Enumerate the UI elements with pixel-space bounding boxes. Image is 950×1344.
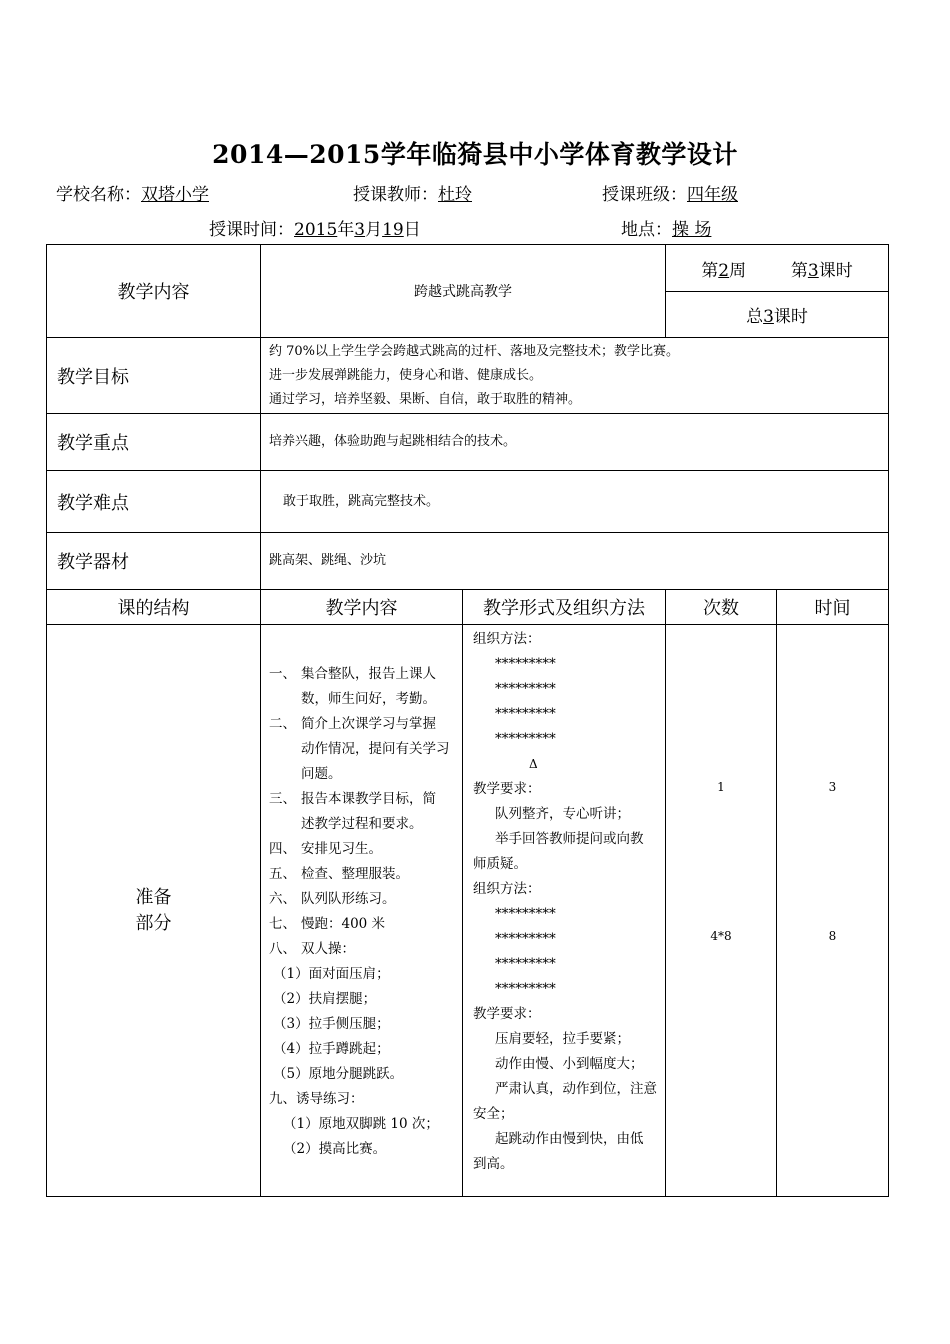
section-label-cell (47, 625, 261, 1197)
content-sub-item: （5）原地分腿跳跃。 (273, 1066, 404, 1082)
content-sub-item: （4）拉手蹲跳起； (273, 1041, 390, 1057)
difficulty-label-cell (47, 471, 261, 533)
goal-label-cell (47, 338, 261, 414)
week-lesson-cell (666, 245, 889, 292)
content-sub-item: （2）扶肩摆腿； (273, 991, 377, 1007)
org-req-line: 师质疑。 (473, 856, 527, 872)
goal-value-cell (261, 338, 889, 414)
content-list-number (269, 812, 301, 837)
org-req-line: 动作由慢、小到幅度大； (495, 1056, 644, 1072)
content-list-text: 检查、整理服装。 (301, 866, 409, 882)
place-value: 操 场 (672, 220, 712, 240)
equipment-label: 教学器材 (57, 552, 129, 573)
org-star-row: ********* (495, 956, 556, 972)
equipment-value: 跳高架、跳绳、沙坑 (269, 553, 387, 568)
count-cell (666, 625, 777, 1197)
content-list-item (269, 912, 456, 937)
content-list-item (269, 662, 456, 687)
time-field (209, 215, 421, 240)
content-list-text: 问题。 (301, 766, 342, 782)
content-sub-item: （1）面对面压肩； (273, 966, 390, 982)
content-list-item (269, 862, 456, 887)
org-method-1: 组织方法： (473, 631, 541, 647)
content-list-text: 慢跑：400 米 (301, 916, 386, 932)
content-label: 教学内容 (117, 282, 190, 303)
content-sub-item: （3）拉手侧压腿； (273, 1016, 390, 1032)
time-value: 8 (828, 929, 837, 943)
teacher-value: 杜玲 (438, 185, 472, 205)
content-list-text: 双人操： (301, 941, 355, 957)
teacher-delta-mark: Δ (529, 757, 538, 771)
section-label-line2: 部分 (135, 912, 172, 934)
org-req-1: 教学要求： (473, 781, 541, 797)
count-value: 4*8 (710, 929, 732, 943)
org-star-row: ********* (495, 706, 556, 722)
goal-item: 进一步发展弹跳能力，使身心和谐、健康成长。 (269, 367, 543, 383)
col-header-count: 次数 (666, 590, 777, 625)
content-list-item (269, 812, 456, 837)
org-star-row: ********* (495, 681, 556, 697)
col-header-method: 教学形式及组织方法 (463, 590, 666, 625)
school-field (56, 180, 209, 205)
time-year: 2015 (294, 220, 338, 240)
lesson-prefix: 第 (790, 260, 808, 281)
content-list-item (269, 737, 456, 762)
content-list-text: 动作情况，提问有关学习 (301, 741, 450, 757)
content-list-item (269, 937, 456, 962)
total-lesson-cell (666, 292, 889, 338)
method-cell (463, 625, 666, 1197)
org-req-line: 队列整齐，专心听讲； (495, 806, 630, 822)
org-method-2: 组织方法： (473, 881, 541, 897)
class-field (602, 180, 738, 205)
org-star-row: ********* (495, 731, 556, 747)
time-cell (777, 625, 889, 1197)
goal-item: 通过学习，培养坚毅、果断、自信，敢于取胜的精神。 (269, 391, 582, 407)
lesson-value: 3 (807, 260, 819, 281)
key-label: 教学重点 (57, 433, 129, 454)
content-list-number: 六、 (269, 891, 296, 907)
total-prefix: 总 (746, 307, 764, 327)
key-value: 培养兴趣，体验助跑与起跳相结合的技术。 (269, 434, 517, 449)
total-value: 3 (763, 307, 774, 327)
content-list (261, 625, 462, 1162)
content-list-item (269, 687, 456, 712)
time-month: 3 (354, 220, 366, 240)
goal-item: 约 70%以上学生学会跨越式跳高的过杆、落地及完整技术；教学比赛。 (269, 343, 680, 359)
org-req-line: 压肩要轻，拉手要紧； (495, 1031, 630, 1047)
equipment-label-cell (47, 533, 261, 590)
content-list-number: 三、 (269, 791, 296, 807)
difficulty-value-cell (261, 471, 889, 533)
week-value: 2 (718, 260, 730, 281)
content-list-number (269, 737, 301, 762)
org-req-line: 安全； (473, 1106, 514, 1122)
content-list-number: 五、 (269, 866, 296, 882)
org-req-line: 起跳动作由慢到快，由低 (495, 1131, 644, 1147)
content-list-number: 一、 (269, 666, 296, 682)
difficulty-value: 敢于取胜，跳高完整技术。 (283, 493, 440, 509)
time-label: 授课时间： (209, 220, 294, 240)
time-month-unit: 月 (365, 220, 383, 240)
week-suffix: 周 (729, 260, 747, 281)
content-sub-item: （2）摸高比赛。 (283, 1141, 387, 1157)
content-detail-cell (261, 625, 463, 1197)
content-list-text: 报告本课教学目标，简 (301, 791, 436, 807)
content-list-item (269, 837, 456, 862)
equipment-value-cell (261, 533, 889, 590)
content-list-item (269, 762, 456, 787)
teacher-field (353, 180, 472, 205)
content-list-text: 述教学过程和要求。 (301, 816, 423, 832)
goal-label: 教学目标 (57, 366, 129, 388)
col-header-time: 时间 (777, 590, 889, 625)
content-list-item (269, 787, 456, 812)
content-sub-item: （1）原地双脚跳 10 次； (283, 1116, 439, 1132)
content-label-cell (47, 245, 261, 338)
content-value-cell (261, 245, 666, 338)
page-title: 2014—2015学年临猗县中小学体育教学设计 (212, 140, 738, 169)
content-list-number: 八、 (269, 941, 296, 957)
key-label-cell (47, 414, 261, 471)
lesson-plan-table (46, 244, 889, 1197)
time-value: 3 (828, 780, 837, 794)
col-header-structure: 课的结构 (47, 590, 261, 625)
org-star-row: ********* (495, 656, 556, 672)
content-value: 跨越式跳高教学 (414, 284, 512, 300)
teacher-label: 授课教师： (353, 185, 438, 205)
difficulty-label: 教学难点 (57, 492, 129, 514)
time-year-unit: 年 (337, 220, 355, 240)
time-day-unit: 日 (403, 220, 421, 240)
org-star-row: ********* (495, 981, 556, 997)
week-prefix: 第 (701, 260, 719, 281)
content-list-item: 九、诱导练习： (269, 1091, 364, 1107)
place-field (621, 215, 711, 240)
content-list-text: 数，师生问好，考勤。 (301, 691, 436, 707)
total-suffix: 课时 (773, 307, 808, 327)
content-list-number: 二、 (269, 716, 296, 732)
content-list-text: 安排见习生。 (301, 841, 382, 857)
content-list-number: 四、 (269, 841, 296, 857)
content-list-item (269, 887, 456, 912)
content-list-text: 集合整队，报告上课人 (301, 666, 436, 682)
org-star-row: ********* (495, 906, 556, 922)
class-value: 四年级 (687, 185, 738, 205)
col-header-content: 教学内容 (261, 590, 463, 625)
org-req-2: 教学要求： (473, 1006, 541, 1022)
org-req-line: 举手回答教师提问或向教 (495, 831, 644, 847)
school-value: 双塔小学 (141, 185, 209, 205)
content-list-text: 队列队形练习。 (301, 891, 396, 907)
section-label-line1: 准备 (135, 886, 172, 908)
org-star-row: ********* (495, 931, 556, 947)
count-value: 1 (717, 780, 725, 794)
key-value-cell (261, 414, 889, 471)
place-label: 地点： (621, 220, 672, 240)
lesson-suffix: 课时 (818, 260, 853, 281)
time-day: 19 (382, 220, 404, 240)
class-label: 授课班级： (602, 185, 687, 205)
org-req-line: 到高。 (473, 1156, 514, 1172)
content-list-text: 简介上次课学习与掌握 (301, 716, 436, 732)
content-list-item (269, 712, 456, 737)
content-list-number (269, 687, 301, 712)
content-list-number (269, 762, 301, 787)
school-label: 学校名称： (56, 185, 141, 205)
org-req-line: 严肃认真，动作到位，注意 (495, 1081, 657, 1097)
content-list-number: 七、 (269, 916, 296, 932)
